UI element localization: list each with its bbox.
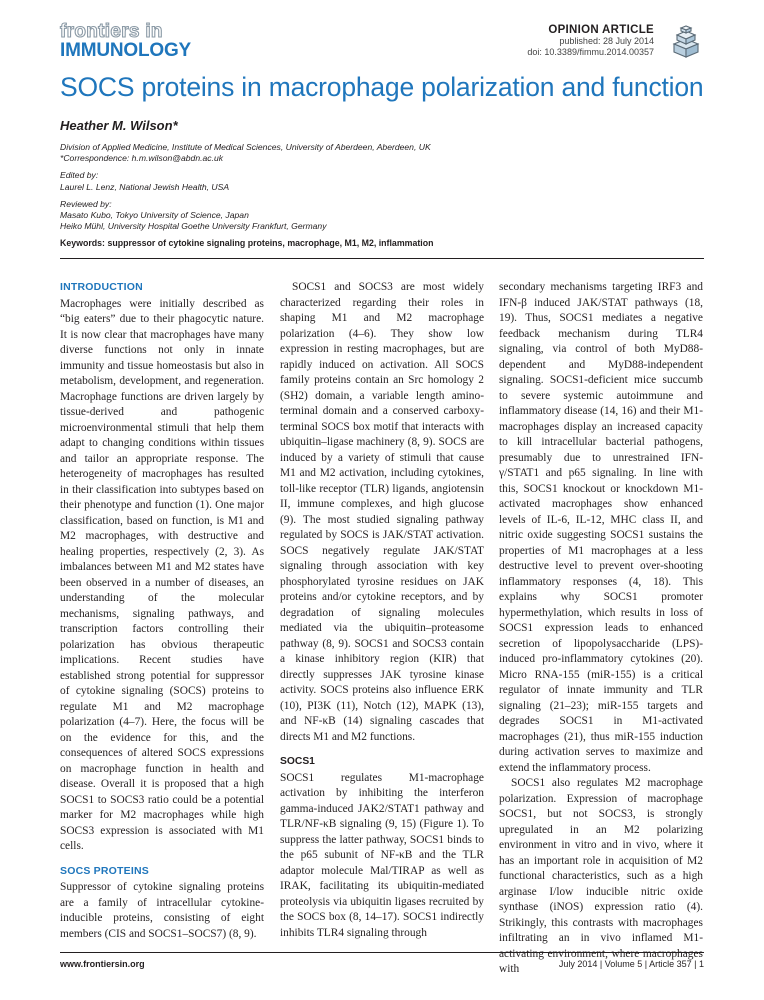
stacked-boxes-icon — [664, 22, 702, 60]
reviewed-by-label: Reviewed by: — [60, 198, 112, 209]
affiliation: Division of Applied Medicine, Institute of Medical Sciences, University of Aberdeen, Aberdeen, UK — [60, 142, 431, 152]
article-title: SOCS proteins in macrophage polarization and function — [60, 72, 704, 102]
keywords-label: Keywords: — [60, 238, 105, 249]
paragraph: secondary mechanisms targeting IRF3 and IFN-β induced JAK/STAT pathways (18, 19). Thus, SOCS1 mediates a negative feedback mechanism during TLR4 signaling, via control of both MyD88-dependent and MyD88-independent signaling. SOCS1-deficient mice succumb to severe systemic autoimmune and inflammatory disease (14, 16) and their M1-macrophages display an increased capacity to kill intracellular bacterial pathogens, presumably due to unrestrained IFN-γ/STAT1 and p65 signaling. In line with this, SOCS1 knockout or knockdown M1-activated macrophages show enhanced levels of IL-6, IL-12, MHC class II, and nitric oxide suggesting SOCS1 sustains the properties of M1 macrophages at a less destructive level to prevent over-shooting inflammatory responses (4, 18). This explains why SOCS1 promoter hypermethylation, which results in loss of SOCS1 expression leads to enhanced secretion of lipopolysaccharide (LPS)-induced pro-inflammatory cytokines (20). Micro RNA-155 (miR-155) is a critical regulator of innate immunity and TLR signaling (21–23); miR-155 targets and degrades SOCS1 in M1-activated macrophages (21), thus miR-155 induction during activation serves to maximize and extend the inflammatory process. — [499, 281, 703, 774]
paragraph: SOCS1 also regulates M2 macrophage polarization. Expression of macrophage SOCS1, but not SOCS3, is strongly upregulated in an M2 polarizing environment in vitro and in vivo, where it has an important role in acquisition of M2 functional characteristics, such as a high arginase I/low inducible nitric oxide synthase (iNOS) expression ratio (4). Strikingly, this contrasts with macrophages infiltrating an in vivo inflamed M1-activating environment, where macrophages with — [499, 777, 703, 975]
section-heading-introduction: INTRODUCTION — [60, 281, 143, 293]
editor: Laurel L. Lenz, National Jewish Health, USA — [60, 181, 230, 192]
front-matter — [60, 118, 710, 249]
section-heading-socs-proteins: SOCS PROTEINS — [60, 864, 149, 877]
journal-url[interactable]: www.frontiersin.org — [60, 959, 145, 969]
reviewer: Masato Kubo, Tokyo University of Science, Japan — [60, 210, 249, 221]
issue-info: July 2014 | Volume 5 | Article 357 | 1 — [558, 959, 704, 969]
keywords-list: suppressor of cytokine signaling proteins, macrophage, M1, M2, inflammation — [107, 238, 434, 249]
paragraph: SOCS1 and SOCS3 are most widely characterized regarding their roles in shaping M1 and M2 macrophage polarization (4–6). They show low expression in resting macrophages, but are rapidly induced on activation. All SOCS family proteins contain an Src homology 2 (SH2) domain, a variable length amino-terminal domain and a conserved carboxy-terminal SOCS box motif that interacts with ubiquitin–ligase machinery (8, 9). SOCS are induced by a variety of stimuli that cause M1 and M2 activation, including cytokines, toll-like receptor (TLR) ligands, angiotensin II, immune complexes, and high glucose (9). The most studied signaling pathway regulated by SOCS is JAK/STAT activation. SOCS negatively regulate JAK/STAT signaling through association with key phosphorylated tyrosine residues on JAK proteins and/or cytokine receptors, and by degradation of signaling molecules mediated via the ubiquitin–proteasome pathway (8, 9). SOCS1 and SOCS3 contain a kinase inhibitory region (KIR) that directly suppresses JAK tyrosine kinase activity. SOCS proteins also influence ERK (10), PI3K (11), Notch (12), MAPK (13), and NF-κB (14) signaling cascades that directs M1 and M2 functions. — [280, 281, 484, 743]
journal-logo-line2: IMMUNOLOGY — [60, 40, 191, 61]
reviewer: Heiko Mühl, University Hospital Goethe University Frankfurt, Germany — [60, 221, 327, 232]
edited-by-label: Edited by: — [60, 170, 99, 181]
article-type: OPINION ARTICLE — [548, 24, 654, 36]
footer — [60, 952, 704, 969]
paragraph: Suppressor of cytokine signaling proteins are a family of intracellular cytokine-inducible proteins, consisting of eight members (CIS and SOCS1–SOCS7) (8, 9). — [60, 881, 264, 940]
correspondence: *Correspondence: h.m.wilson@abdn.ac.uk — [60, 153, 224, 164]
column-3 — [499, 280, 703, 978]
journal-logo — [60, 22, 191, 61]
article-meta — [527, 24, 654, 58]
published-date: published: 28 July 2014 — [559, 36, 654, 46]
doi: doi: 10.3389/fimmu.2014.00357 — [527, 47, 654, 57]
column-2 — [280, 280, 484, 941]
subsection-heading-socs1: SOCS1 — [280, 756, 315, 767]
paragraph: SOCS1 regulates M1-macrophage activation by inhibiting the interferon gamma-induced JAK2/STAT1 pathway and TLR/NF-κB signaling (9, 15) (Figure 1). To suppress the latter pathway, SOCS1 binds to the p65 subunit of NF-κB and the TLR adaptor molecule Mal/TIRAP as well as IRAK, facilitating its ubiquitin-mediated proteolysis via ubiquitin ligases recruited by the SOCS box (8, 14–17). SOCS1 indirectly inhibits TLR4 signaling through — [280, 771, 484, 939]
paragraph: Macrophages were initially described as “big eaters” due to their phagocytic nature. It is now clear that macrophages have many diverse functions not only in innate immunity and tissue homeostasis but also in metabolism, development, and regeneration. Macrophage functions are driven largely by tissue-derived and pathogenic microenvironmental stimuli that help them adapt to changing conditions within tissues and tailor an appropriate response. The heterogeneity of macrophages has resulted in their classification into subtypes based on their phenotype and function (1). One major classification, based on function, is M1 and M2 macrophages, with destructive and healing properties, respectively (2, 3). As imbalances between M1 and M2 states have been observed in a number of diseases, an understanding of the molecular mechanisms, signaling pathways, and transcription factors controlling their polarization has obvious therapeutic implications. Recent studies have established strong potential for suppressor of cytokine signaling (SOCS) proteins to regulate M1 and M2 macrophage polarization (4–7). Here, the focus will be on the evidence for this, and the consequences of altered SOCS expressions on macrophage function in health and disease. Overall it is proposed that a high SOCS1 to SOCS3 ratio could be a potential marker for M2 macrophages while high SOCS3 expression is associated with M1 cells. — [60, 297, 264, 852]
keywords — [60, 238, 710, 249]
column-1 — [60, 280, 264, 942]
divider — [60, 258, 704, 259]
journal-logo-line1: frontiers in — [60, 21, 163, 42]
author-name: Heather M. Wilson* — [60, 118, 178, 133]
